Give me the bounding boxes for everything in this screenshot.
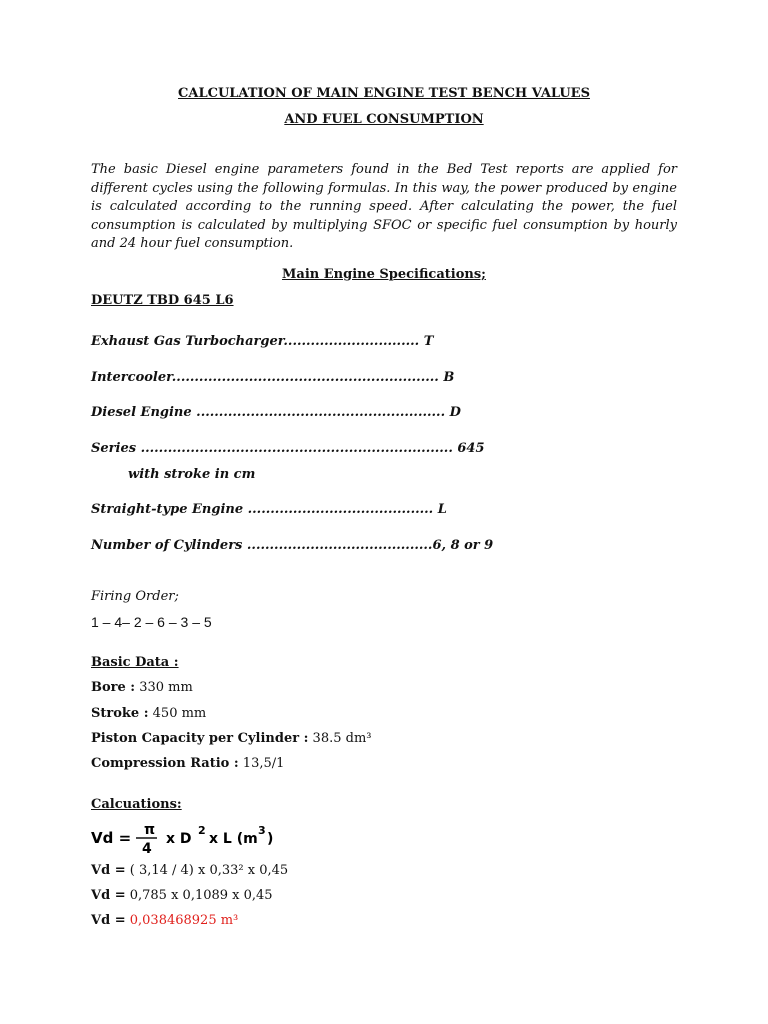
formula-exp-2: 2 [198,824,206,837]
spec-row-intercooler [91,370,454,385]
title-line-1: CALCULATION OF MAIN ENGINE TEST BENCH VALUES [178,86,590,101]
firing-order: 1 – 4– 2 – 6 – 3 – 5 [91,614,212,630]
spec-value: 6, 8 or 9 [432,538,494,553]
formula-close: ) [267,831,274,847]
intro-paragraph: The basic Diesel engine parameters found in the Bed Test reports are applied for different cycles using the following formulas. In this way, the power produced by engine is calculated according to the running speed. After calculating the power, the fuel consumption is calculated by multiplying SFOC or specific fuel consumption by hourly and 24 hour fuel consumption. [91,162,677,251]
spec-value: B [443,370,455,385]
basic-data-label: Stroke : [91,706,149,721]
spec-label: Intercooler [91,370,172,385]
basic-data-value: 330 mm [135,680,193,695]
spec-row-straight-type [91,502,447,517]
engine-model: DEUTZ TBD 645 L6 [91,293,234,308]
basic-data-value: 38.5 dm³ [308,731,372,746]
spec-value: L [437,502,447,517]
formula-exp-3: 3 [258,824,266,837]
calculations-heading: Calcuations: [91,797,182,812]
spec-label: Straight-type Engine [91,502,244,517]
basic-data-label: Bore : [91,680,136,695]
volume-formula [89,820,289,858]
basic-data-heading: Basic Data : [91,655,179,670]
spec-label: Diesel Engine [91,405,192,420]
formula-denominator: 4 [142,841,152,857]
calc-value: 0,785 x 0,1089 x 0,45 [125,888,273,903]
formula-x-l: x L (m [209,831,258,847]
spec-dots: ......................................... [243,502,434,517]
calc-line-1 [91,863,288,878]
calc-result [91,913,238,928]
formula-lhs: Vd = [91,829,132,847]
basic-data-value: 13,5/1 [238,756,285,771]
spec-row-turbocharger [91,334,433,349]
firing-order-label: Firing Order; [91,589,179,604]
spec-value: D [449,405,461,420]
spec-label: Exhaust Gas Turbocharger [91,334,284,349]
spec-dots: .............................. [283,334,420,349]
spec-label: Number of Cylinders [91,538,243,553]
title-line-2: AND FUEL CONSUMPTION [284,112,484,127]
basic-data-bore [91,680,193,695]
spec-dots: ..................................................................... [136,441,453,456]
basic-data-label: Compression Ratio : [91,756,239,771]
spec-dots: ........................................................... [171,370,439,385]
calc-label: Vd = [91,888,126,903]
calc-label: Vd = [91,913,126,928]
spec-dots: ......................................... [242,538,433,553]
spec-value: T [423,334,434,349]
calc-result-value: 0,038468925 m³ [129,913,239,928]
spec-row-diesel-engine [91,405,461,420]
series-note: with stroke in cm [128,467,256,482]
spec-dots: ....................................................... [191,405,446,420]
formula-x-d: x D [166,831,192,847]
basic-data-value: 450 mm [148,706,207,721]
basic-data-compression [91,756,284,771]
basic-data-stroke [91,706,206,721]
spec-label: Series [91,441,137,456]
spec-value: 645 [457,441,485,456]
calc-label: Vd = [91,863,126,878]
basic-data-label: Piston Capacity per Cylinder : [91,731,309,746]
calc-line-2 [91,888,273,903]
calc-value: ( 3,14 / 4) x 0,33² x 0,45 [125,863,289,878]
spec-row-cylinders [91,538,493,553]
spec-row-series [91,441,485,456]
basic-data-piston-capacity [91,731,372,746]
specs-heading: Main Engine Specifications; [282,267,486,282]
formula-numerator: π [144,822,156,838]
